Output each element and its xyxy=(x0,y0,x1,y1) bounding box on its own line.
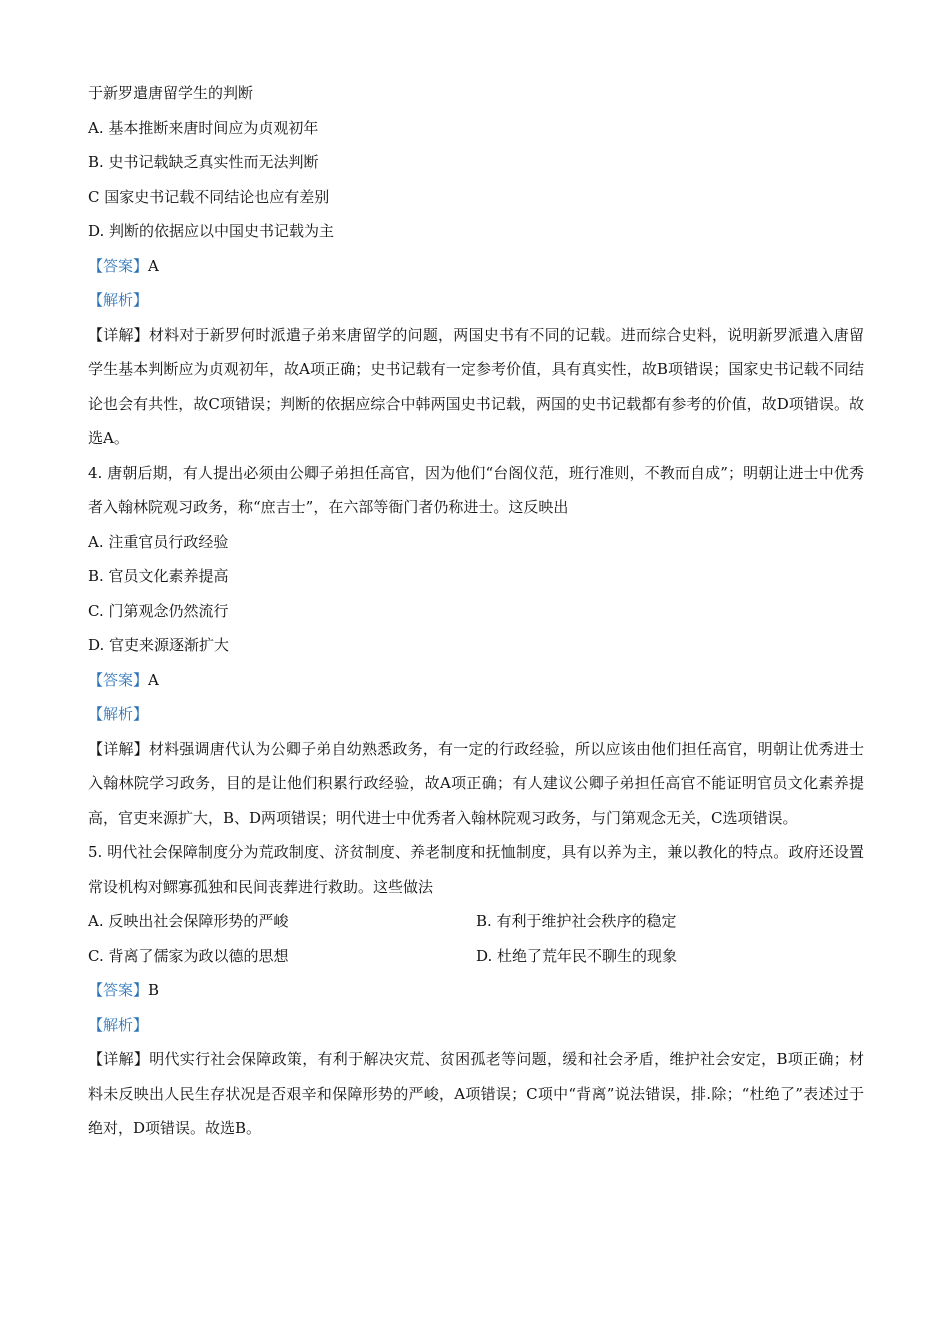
q5-detail xyxy=(88,1042,864,1146)
question-4-stem: 4. 唐朝后期，有人提出必须由公卿子弟担任高官，因为他们“台阁仪范，班行准则，不教而自成”；明朝让进士中优秀者入翰林院观习政务，称“庶吉士”，在六部等衙门者仍称进士。这反映出 xyxy=(88,463,864,516)
question-5-stem: 5. 明代社会保障制度分为荒政制度、济贫制度、养老制度和抚恤制度，具有以养为主，兼以教化的特点。政府还设置常设机构对鳏寡孤独和民间丧葬进行救助。这些做法 xyxy=(88,843,864,896)
q4-option-b: B. 官员文化素养提高 xyxy=(88,567,229,585)
question-3-stem-end: 于新罗遣唐留学生的判断 xyxy=(88,84,254,102)
answer-tag: 【答案】 xyxy=(88,981,149,999)
answer-value: B xyxy=(148,981,160,999)
detail-tag: 【详解】 xyxy=(88,325,149,344)
detail-text: 材料对于新罗何时派遣子弟来唐留学的问题，两国史书有不同的记载。进而综合史料，说明新罗派遣入唐留学生基本判断应为贞观初年，故A项正确；史书记载有一定参考价值，具有真实性，故B项错误；国家史书记载不同结论也会有共性，故C项错误；判断的依据应综合中韩两国史书记载，两国的史书记载都有参考的价值，故D项错误。故选A。 xyxy=(88,325,864,447)
q3-detail xyxy=(88,318,864,456)
q5-option-c: C. 背离了儒家为政以德的思想 xyxy=(88,946,289,965)
q4-analysis xyxy=(88,697,868,732)
answer-value: A xyxy=(148,256,159,275)
analysis-tag: 【解析】 xyxy=(88,291,149,309)
q4-option-a: A. 注重官员行政经验 xyxy=(88,532,229,551)
detail-text: 明代实行社会保障政策，有利于解决灾荒、贫困孤老等问题，缓和社会矛盾，维护社会安定，B项正确；材料未反映出人民生存状况是否艰辛和保障形势的严峻，A项错误；C项中“背离”说法错误，排.除；“杜绝了”表述过于绝对，D项错误。故选B。 xyxy=(88,1050,864,1137)
analysis-tag: 【解析】 xyxy=(88,1015,149,1034)
detail-tag: 【详解】 xyxy=(88,1050,150,1068)
q4-option-d: D. 官吏来源逐渐扩大 xyxy=(88,636,230,654)
answer-tag: 【答案】 xyxy=(88,670,149,689)
q4-option-c: C. 门第观念仍然流行 xyxy=(88,601,229,620)
q5-answer xyxy=(88,973,868,1008)
q3-answer xyxy=(88,249,868,284)
q5-option-b: B. 有利于维护社会秩序的稳定 xyxy=(476,912,677,930)
document-page xyxy=(88,76,868,1146)
q4-answer xyxy=(88,663,868,698)
q5-analysis xyxy=(88,1008,868,1043)
answer-value: A xyxy=(148,670,159,689)
q5-option-a: A. 反映出社会保障形势的严峻 xyxy=(88,912,289,930)
q3-analysis xyxy=(88,283,868,318)
q3-option-d: D. 判断的依据应以中国史书记载为主 xyxy=(88,222,335,240)
q3-option-b: B. 史书记载缺乏真实性而无法判断 xyxy=(88,153,319,171)
q5-option-d: D. 杜绝了荒年民不聊生的现象 xyxy=(476,946,678,965)
analysis-tag: 【解析】 xyxy=(88,705,149,723)
q3-option-a: A. 基本推断来唐时间应为贞观初年 xyxy=(88,118,319,137)
detail-tag: 【详解】 xyxy=(88,739,149,758)
detail-text: 材料强调唐代认为公卿子弟自幼熟悉政务，有一定的行政经验，所以应该由他们担任高官，明朝让优秀进士入翰林院学习政务，目的是让他们积累行政经验，故A项正确；有人建议公卿子弟担任高官不能证明官员文化素养提高，官吏来源扩大，B、D两项错误；明代进士中优秀者入翰林院观习政务，与门第观念无关，C选项错误。 xyxy=(88,739,864,827)
q4-detail xyxy=(88,732,864,836)
answer-tag: 【答案】 xyxy=(88,256,149,275)
q5-options-row-2 xyxy=(88,939,868,974)
q3-option-c: C 国家史书记载不同结论也应有差别 xyxy=(88,187,330,206)
q5-options-row-1 xyxy=(88,904,868,939)
